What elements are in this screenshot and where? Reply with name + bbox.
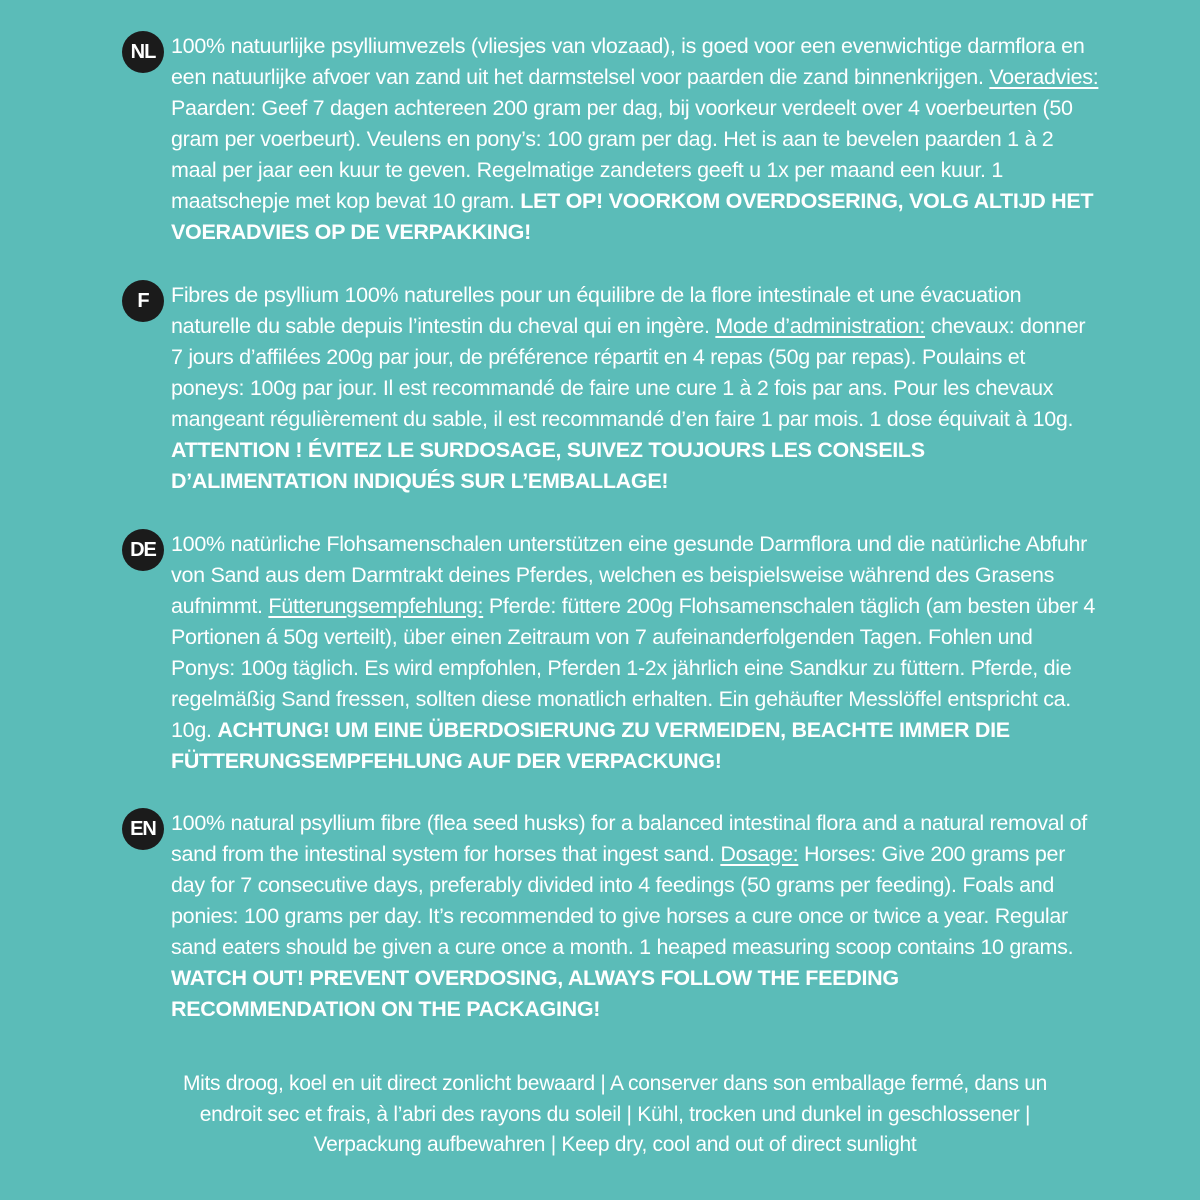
language-badge-en: EN [122, 808, 164, 850]
dosage-text: Horses: Give 200 grams per day for 7 consecutive days, preferably divided into 4 feedings (50 grams per feeding). Foals and ponies: 100 grams per day. It’s recommended to give horses a cure once or twice a year. Regular sand eaters should be given a cure once a month. 1 heaped measuring scoop contains 10 grams. [171, 842, 1074, 959]
intro-text: 100% natural psyllium fibre (flea seed husks) for a balanced intestinal flora and a natural removal of sand from the intestinal system for horses that ingest sand. [171, 811, 1087, 866]
section-german [130, 529, 1101, 777]
warning-text: LET OP! VOORKOM OVERDOSERING, VOLG ALTIJD HET VOERADVIES OP DE VERPAKKING! [171, 189, 1094, 244]
dosage-text: chevaux: donner 7 jours d’affilées 200g par jour, de préférence répartit en 4 repas (50g par repas). Poulains et poneys: 100g par jour. Il est recommandé de faire une cure 1 à 2 fois par ans. Pour les chevaux mangeant régulièrement du sable, il est recommandé d’en faire 1 par mois. 1 dose équivait à 10g. [171, 314, 1086, 431]
intro-text: Fibres de psyllium 100% naturelles pour un équilibre de la flore intestinale et une évacuation naturelle du sable depuis l’intestin du cheval qui en ingère. [171, 283, 1022, 338]
section-french [137, 280, 1101, 497]
section-dutch [130, 31, 1101, 248]
dosage-label: Dosage: [720, 842, 799, 866]
intro-text: 100% natuurlijke psylliumvezels (vliesjes van vlozaad), is goed voor een evenwichtige darmflora en een natuurlijke afvoer van zand uit het darmstelsel voor paarden die zand binnenkrijgen. [171, 34, 1085, 89]
intro-text: 100% natürliche Flohsamenschalen unterstützen eine gesunde Darmflora und die natürliche Abfuhr von Sand aus dem Darmtrakt deines Pferdes, welchen es beispielsweise während des Grasens aufnimmt. [171, 532, 1087, 618]
storage-instructions: Mits droog, koel en uit direct zonlicht bewaard | A conserver dans son emballage fermé, dans un endroit sec et frais, à l’abri des rayons du soleil | Kühl, trocken und dunkel in geschlossener | Verpackung aufbewahren | Keep dry, cool and out of direct sunlight [182, 1072, 1048, 1156]
dosage-label: Voeradvies: [989, 65, 1099, 89]
dosage-label: Mode d’administration: [715, 314, 926, 338]
section-english [130, 808, 1101, 1025]
language-badge-de: DE [122, 529, 164, 571]
language-badge-fr: F [122, 280, 164, 322]
dosage-label: Fütterungsempfehlung: [268, 594, 484, 618]
warning-text: ACHTUNG! UM EINE ÜBERDOSIERUNG ZU VERMEIDEN, BEACHTE IMMER DIE FÜTTERUNGSEMPFEHLUNG AUF DER VERPACKUNG! [171, 718, 1010, 773]
dosage-text: Pferde: füttere 200g Flohsamenschalen täglich (am besten über 4 Portionen á 50g verteilt), über einen Zeitraum von 7 aufeinanderfolgenden Tagen. Fohlen und Ponys: 100g täglich. Es wird empfohlen, Pferden 1-2x jährlich eine Sandkur zu füttern. Pferde, die regelmäßig Sand fressen, sollten diese monatlich erhalten. Ein gehäufter Messlöffel entspricht ca. 10g. [171, 594, 1096, 742]
warning-text: ATTENTION ! ÉVITEZ LE SURDOSAGE, SUIVEZ TOUJOURS LES CONSEILS D’ALIMENTATION INDIQUÉS SUR L’EMBALLAGE! [171, 438, 925, 493]
dosage-text: Paarden: Geef 7 dagen achtereen 200 gram per dag, bij voorkeur verdeelt over 4 voerbeurten (50 gram per voerbeurt). Veulens en pony’s: 100 gram per dag. Het is aan te bevelen paarden 1 à 2 maal per jaar een kuur te geven. Regelmatige zandeters geeft u 1x per maand een kuur. 1 maatschepje met kop bevat 10 gram. [171, 96, 1073, 213]
warning-text: WATCH OUT! PREVENT OVERDOSING, ALWAYS FOLLOW THE FEEDING RECOMMENDATION ON THE PACKAGING! [171, 966, 899, 1021]
language-badge-nl: NL [122, 31, 164, 73]
